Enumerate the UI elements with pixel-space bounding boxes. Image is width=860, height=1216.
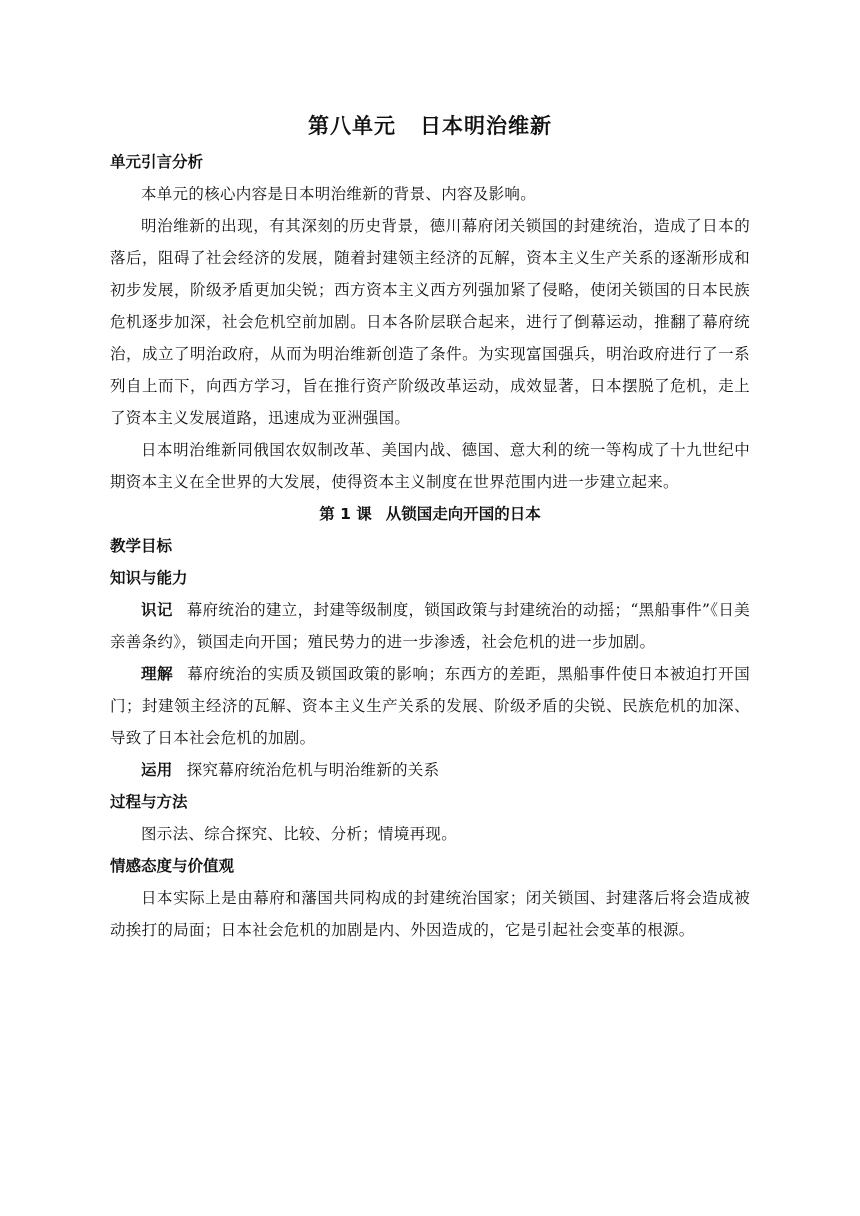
intro-heading: 单元引言分析: [110, 153, 204, 171]
values-text: 日本实际上是由幕府和藩国共同构成的封建统治国家；闭关锁国、封建落后将会造成被动挨打的局面；日本社会危机的加剧是内、外因造成的，它是引起社会变革的根源。: [110, 889, 750, 939]
unit-title: [110, 110, 750, 142]
unit-title-number: 第八单元: [308, 114, 396, 138]
memorize-tag: 识记: [141, 601, 173, 619]
document-page: [110, 110, 750, 946]
memorize-text: 幕府统治的建立，封建等级制度，锁国政策与封建统治的动摇；“黑船事件”《日美亲善条约》，锁国走向开国；殖民势力的进一步渗透，社会危机的进一步加剧。: [110, 601, 750, 651]
apply-tag: 运用: [141, 761, 173, 779]
process-text: 图示法、综合探究、比较、分析；情境再现。: [141, 825, 458, 843]
intro-paragraph-2: 明治维新的出现，有其深刻的历史背景，德川幕府闭关锁国的封建统治，造成了日本的落后，阻碍了社会经济的发展，随着封建领主经济的瓦解，资本主义生产关系的逐渐形成和初步发展，阶级矛盾更加尖锐；西方资本主义西方列强加紧了侵略，使闭关锁国的日本民族危机逐步加深，社会危机空前加剧。日本各阶层联合起来，进行了倒幕运动，推翻了幕府统治，成立了明治政府，从而为明治维新创造了条件。为实现富国强兵，明治政府进行了一系列自上而下，向西方学习，旨在推行资产阶级改革运动，成效显著，日本摆脱了危机，走上了资本主义发展道路，迅速成为亚洲强国。: [110, 217, 750, 427]
knowledge-item-memorize: [110, 594, 750, 658]
intro-paragraph-3: 日本明治维新同俄国农奴制改革、美国内战、德国、意大利的统一等构成了十九世纪中期资本主义在全世界的大发展，使得资本主义制度在世界范围内进一步建立起来。: [110, 441, 750, 491]
unit-title-name: 日本明治维新: [420, 114, 552, 138]
lesson-title: [110, 498, 750, 530]
intro-paragraph-1: 本单元的核心内容是日本明治维新的背景、内容及影响。: [141, 185, 537, 203]
knowledge-heading: 知识与能力: [110, 569, 188, 587]
values-heading: 情感态度与价值观: [110, 857, 235, 875]
lesson-number: 第 1 课: [319, 505, 372, 523]
apply-text: 探究幕府统治危机与明治维新的关系: [186, 761, 440, 779]
understand-tag: 理解: [141, 665, 174, 683]
goals-heading: 教学目标: [110, 537, 173, 555]
process-heading: 过程与方法: [110, 793, 188, 811]
knowledge-item-understand: [110, 658, 750, 754]
knowledge-item-apply: [110, 754, 750, 786]
lesson-name: 从锁国走向开国的日本: [385, 505, 541, 523]
understand-text: 幕府统治的实质及锁国政策的影响；东西方的差距，黑船事件使日本被迫打开国门；封建领主经济的瓦解、资本主义生产关系的发展、阶级矛盾的尖锐、民族危机的加深、导致了日本社会危机的加剧。: [110, 665, 750, 747]
